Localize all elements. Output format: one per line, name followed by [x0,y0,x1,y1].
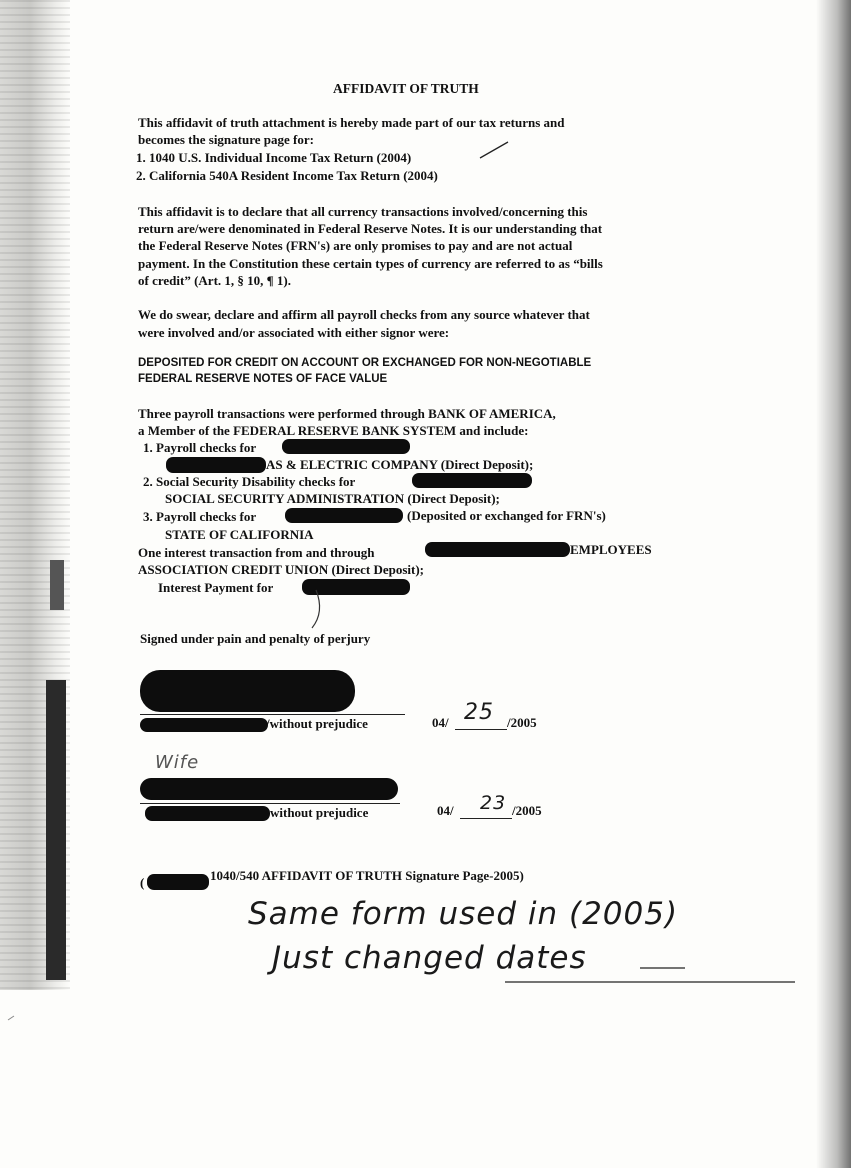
payroll-item-2: 2. Social Security Disability checks for [143,474,356,489]
para4-line-2: a Member of the FEDERAL RESERVE BANK SYSTEM and include: [138,423,529,438]
para4-line-1: Three payroll transactions were performed through BANK OF AMERICA, [138,406,556,421]
para3-line-2: were involved and/or associated with either signor were: [138,325,450,340]
date-1-suffix: /2005 [507,715,537,730]
handwritten-wife: Wife [155,752,200,773]
return-item-2: 2. California 540A Resident Income Tax Return (2004) [136,168,438,183]
payroll-item-3: 3. Payroll checks for [143,509,257,524]
interest-line-1: One interest transaction from and through [138,545,375,560]
para2-line-4: payment. In the Constitution these certain types of currency are referred to as “bills [138,256,603,271]
date-2-suffix: /2005 [512,803,542,818]
footer-open-paren: ( [140,875,145,890]
intro-line-1: This affidavit of truth attachment is hereby made part of our tax returns and [138,115,565,130]
payroll-item-1-employer: AS & ELECTRIC COMPANY (Direct Deposit); [266,457,534,472]
payroll-item-3-note: (Deposited or exchanged for FRN's) [407,508,606,523]
payroll-item-1: 1. Payroll checks for [143,440,257,455]
intro-line-2: becomes the signature page for: [138,132,314,147]
para2-line-1: This affidavit is to declare that all currency transactions involved/concerning this [138,204,588,219]
document-title: AFFIDAVIT OF TRUTH [333,81,479,96]
signature-label-2: without prejudice [270,805,369,820]
deposit-line-1: DEPOSITED FOR CREDIT ON ACCOUNT OR EXCHANGED FOR NON-NEGOTIABLE [138,357,592,369]
interest-line-1-end: EMPLOYEES [570,542,652,557]
interest-line-3: Interest Payment for [158,580,274,595]
handwritten-date-1: 25 [464,700,494,725]
payroll-item-2-payer: SOCIAL SECURITY ADMINISTRATION (Direct Deposit); [165,491,500,506]
handwritten-note-line-1: Same form used in (2005) [248,896,679,932]
interest-line-2: ASSOCIATION CREDIT UNION (Direct Deposit); [138,562,425,577]
deposit-line-2: FEDERAL RESERVE NOTES OF FACE VALUE [138,373,388,385]
handwritten-note-line-2: Just changed dates [272,940,587,976]
date-1-prefix: 04/ [432,715,449,730]
return-item-1: 1. 1040 U.S. Individual Income Tax Return (2004) [136,150,412,165]
signature-label-1: /without prejudice [266,716,368,731]
signed-statement: Signed under pain and penalty of perjury [140,631,371,646]
date-2-prefix: 04/ [437,803,454,818]
para3-line-1: We do swear, declare and affirm all payroll checks from any source whatever that [138,307,590,322]
footer-text: 1040/540 AFFIDAVIT OF TRUTH Signature Page-2005) [210,868,524,883]
para2-line-2: return are/were denominated in Federal Reserve Notes. It is our understanding that [138,221,603,236]
para2-line-3: the Federal Reserve Notes (FRN's) are only promises to pay and are not actual [138,238,573,253]
handwritten-date-2: 23 [480,792,507,814]
payroll-item-3-payer: STATE OF CALIFORNIA [165,527,314,542]
para2-line-5: of credit” (Art. 1, § 10, ¶ 1). [138,273,291,288]
